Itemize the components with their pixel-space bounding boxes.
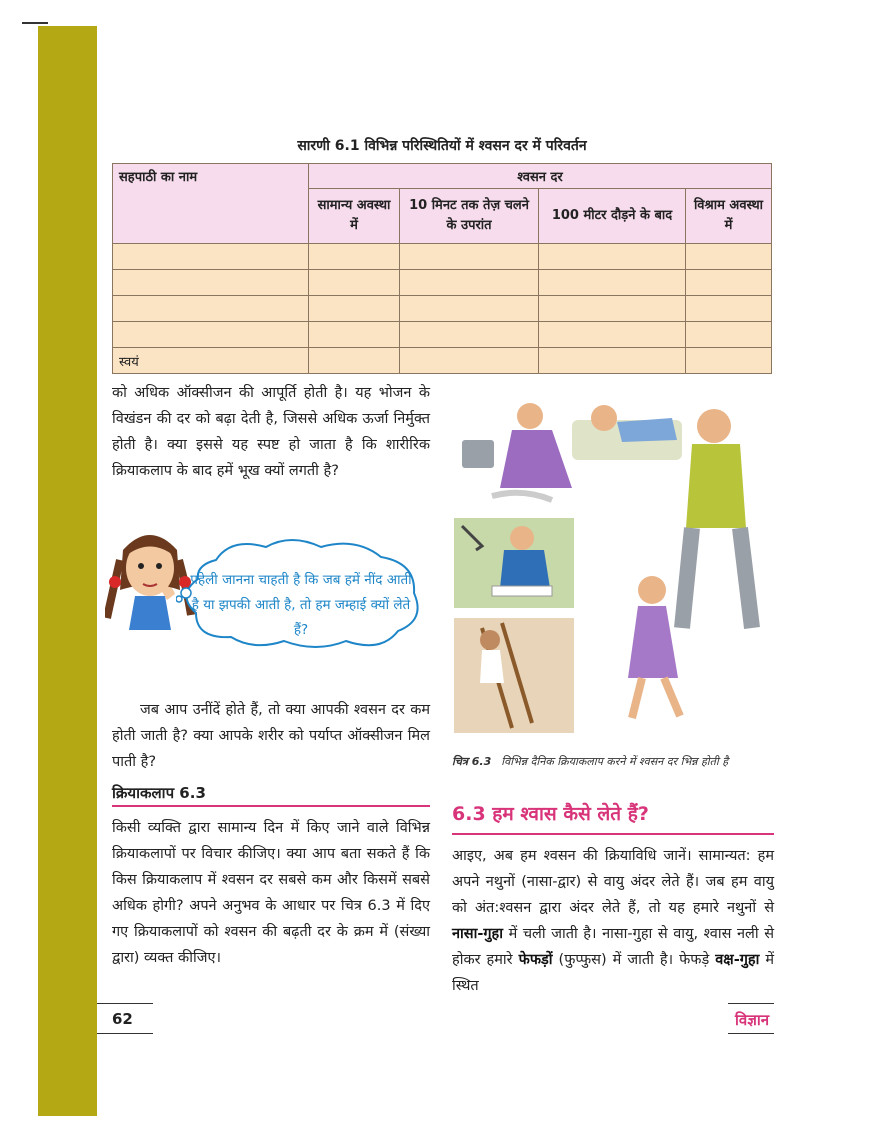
activity-text: किसी व्यक्ति द्वारा सामान्य दिन में किए जाने वाले विभिन्न क्रियाकलापों पर विचार कीजिए। क्या आप बता सकते हैं कि किस क्रियाकलाप में श्वसन दर सबसे कम और किसमें सबसे अधिक होगी? अपने अनुभव के आधार पर चित्र 6.3 में दिए गए क्रियाकलापों को श्वसन की बढ़ती दर के क्रम में (संख्या द्वारा) व्यक्त कीजिए। xyxy=(112,820,430,966)
section-heading: 6.3 हम श्वास कैसे लेते हैं? xyxy=(452,803,649,825)
footer-rule xyxy=(728,1003,774,1004)
col-header-rest: विश्राम अवस्था में xyxy=(686,189,772,244)
old-man-walking-figure xyxy=(682,409,752,628)
man-sleeping-figure xyxy=(572,405,682,460)
table-row xyxy=(113,322,772,348)
col-header-after-run: 100 मीटर दौड़ने के बाद xyxy=(539,189,686,244)
breathing-rate-table xyxy=(112,163,772,374)
section-heading-rule xyxy=(452,833,774,835)
activity-heading: क्रियाकलाप 6.3 xyxy=(112,784,206,802)
figure-caption xyxy=(452,753,774,770)
paragraph-breathing-mechanism: आइए, अब हम श्वसन की क्रियाविधि जानें। सामान्यत: हम अपने नथुनों (नासा-द्वार) से वायु अंदर लेते हैं। जब हम वायु को अंत:श्वसन द्वारा अंदर लेते हैं, तो यह हमारे नथुनों से नासा-गुहा में चली जाती है। नासा-गुहा से वायु, श्वास नली से होकर हमारे फेफड़ों (फुप्फुस) में जाती है। फेफड़े वक्ष-गुहा में स्थित xyxy=(452,848,775,994)
daily-activities-illustration xyxy=(452,378,774,738)
figure-caption-text: विभिन्न दैनिक क्रियाकलाप करने में श्वसन दर भिन्न होती है xyxy=(501,755,729,768)
col-header-after-walk: 10 मिनट तक तेज़ चलने के उपरांत xyxy=(400,189,539,244)
col-header-name: सहपाठी का नाम xyxy=(113,164,309,244)
col-header-normal: सामान्य अवस्था में xyxy=(309,189,400,244)
activity-heading-rule xyxy=(112,805,430,807)
table-row xyxy=(113,270,772,296)
boy-studying-figure xyxy=(454,518,574,608)
table-row xyxy=(113,244,772,270)
keyword-lungs: फेफड़ों xyxy=(518,952,553,968)
row-label-self: स्वयं xyxy=(113,348,309,374)
book-name: विज्ञान xyxy=(735,1011,770,1029)
thought-bubble-text: पहेली जानना चाहती है कि जब हमें नींद आती है या झपकी आती है, तो हम जम्हाई क्यों लेते हैं? xyxy=(190,572,412,638)
paragraph-sleepy: जब आप उनींदें होते हैं, तो क्या आपकी श्वसन दर कम होती जाती है? क्या आपके शरीर को पर्याप्त ऑक्सीजन मिल पाती है? xyxy=(112,702,430,770)
keyword-chest-cavity: वक्ष-गुहा xyxy=(715,952,760,968)
worker-climbing-figure xyxy=(454,618,574,733)
footer-rule xyxy=(97,1003,153,1004)
table-row xyxy=(113,296,772,322)
girl-running-figure xyxy=(628,576,680,718)
top-crop-mark xyxy=(22,22,48,24)
table-row xyxy=(113,348,772,374)
paragraph-hunger: को अधिक ऑक्सीजन की आपूर्ति होती है। यह भोजन के विखंडन की दर को बढ़ा देती है, जिससे अधिक ऊर्जा निर्मुक्त होती है। क्या इससे यह स्पष्ट हो जाता है कि शारीरिक क्रियाकलाप के बाद हमें भूख क्यों लगती है? xyxy=(112,385,430,479)
figure-label: चित्र 6.3 xyxy=(452,755,492,768)
keyword-nasal-cavity: नासा-गुहा xyxy=(452,926,503,942)
page-side-bar xyxy=(38,26,97,1116)
col-header-breathing-rate: श्वसन दर xyxy=(309,164,772,189)
page-number: 62 xyxy=(112,1010,133,1028)
woman-washing-figure xyxy=(462,403,572,500)
footer-rule xyxy=(728,1033,774,1034)
footer-rule xyxy=(97,1033,153,1034)
table-title: सारणी 6.1 विभिन्न परिस्थितियों में श्वसन दर में परिवर्तन xyxy=(297,138,587,154)
